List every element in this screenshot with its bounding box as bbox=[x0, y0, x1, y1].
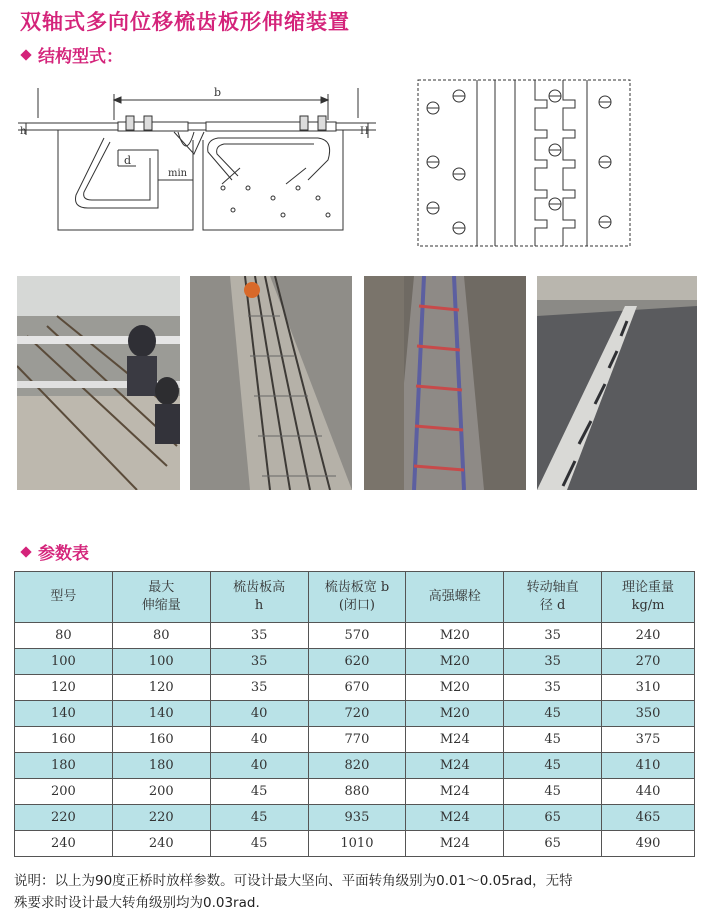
structure-section-heading bbox=[22, 42, 123, 67]
header-shaft-diameter: 转动轴直 径 d bbox=[504, 572, 602, 623]
table-row: 180 180 40 820 M24 45 410 bbox=[15, 753, 695, 779]
installation-workers-photo bbox=[17, 276, 180, 490]
page-title: 双轴式多向位移梳齿板形伸缩装置 bbox=[20, 10, 350, 34]
dim-b-label: b bbox=[214, 86, 222, 99]
header-max-expansion: 最大 伸缩量 bbox=[112, 572, 210, 623]
parameter-table bbox=[14, 571, 695, 857]
footnote bbox=[14, 870, 694, 914]
table-row: 120 120 35 670 M20 35 310 bbox=[15, 675, 695, 701]
header-weight: 理论重量 kg/m bbox=[602, 572, 695, 623]
diamond-bullet-icon bbox=[20, 546, 31, 557]
table-row: 220 220 45 935 M24 65 465 bbox=[15, 805, 695, 831]
table-row: 140 140 40 720 M20 45 350 bbox=[15, 701, 695, 727]
params-section-heading bbox=[22, 539, 89, 564]
dim-H-label: H bbox=[360, 126, 369, 137]
dim-h-label: h bbox=[20, 126, 27, 137]
cross-section-drawing bbox=[18, 80, 378, 240]
footnote-line-1: 说明：以上为90度正桥时放样参数。可设计最大坚向、平面转角级别为0.01～0.05rad，无特 bbox=[14, 873, 573, 889]
diamond-bullet-icon bbox=[20, 49, 31, 60]
plan-view-drawing bbox=[415, 78, 635, 250]
footnote-line-2: 殊要求时设计最大转角级别均为0.03rad. bbox=[14, 895, 260, 911]
dim-min-label: min bbox=[168, 168, 188, 179]
header-bolt: 高强螺栓 bbox=[406, 572, 504, 623]
header-comb-height: 梳齿板高 h bbox=[210, 572, 308, 623]
table-row: 80 80 35 570 M20 35 240 bbox=[15, 623, 695, 649]
finished-joint-photo bbox=[537, 276, 697, 490]
header-comb-width: 梳齿板宽 b (闭口) bbox=[308, 572, 406, 623]
table-row: 160 160 40 770 M24 45 375 bbox=[15, 727, 695, 753]
table-row: 100 100 35 620 M20 35 270 bbox=[15, 649, 695, 675]
joint-bolts-photo bbox=[364, 276, 526, 490]
table-row: 240 240 45 1010 M24 65 490 bbox=[15, 831, 695, 857]
header-model: 型号 bbox=[15, 572, 113, 623]
structure-section-label: 结构型式： bbox=[38, 47, 123, 67]
rebar-frame-photo bbox=[190, 276, 352, 490]
dim-d-label: d bbox=[124, 154, 132, 167]
table-row: 200 200 45 880 M24 45 440 bbox=[15, 779, 695, 805]
table-header-row bbox=[15, 572, 695, 623]
params-section-label: 参数表 bbox=[38, 544, 89, 564]
